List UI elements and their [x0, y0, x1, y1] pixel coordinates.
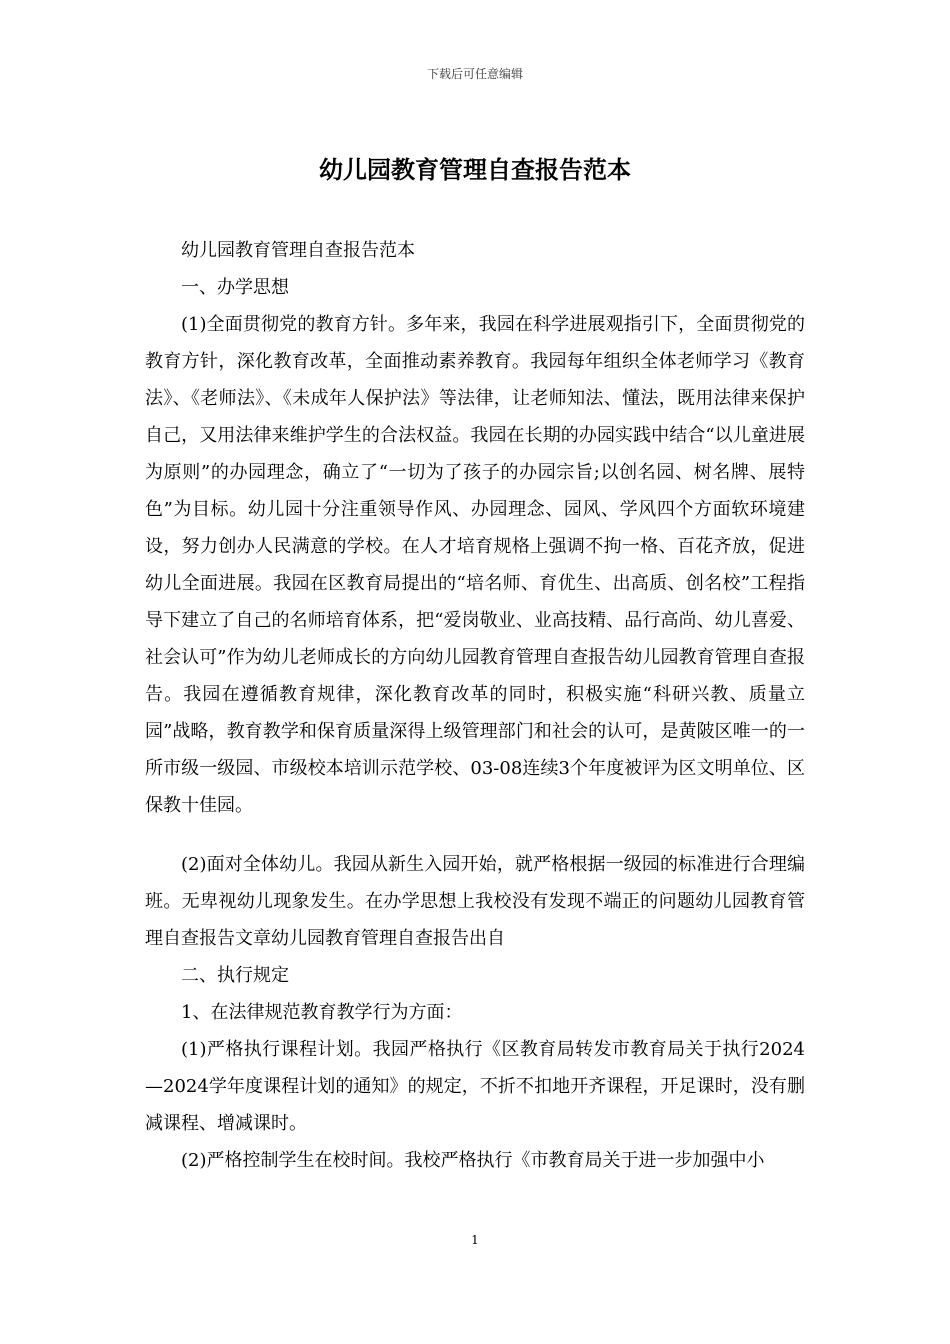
- section-heading-1: 一、办学思想: [181, 277, 289, 298]
- paragraph-2-1-1: (1)严格执行课程计划。我园严格执行《区教育局转发市教育局关于执行2024—2024学年度课程计划的通知》的规定，不折不扣地开齐课程，开足课时，没有删减课程、增减课时。: [145, 1039, 805, 1134]
- section-heading-2: 二、执行规定: [181, 965, 289, 986]
- page-header-note: 下载后可任意编辑: [426, 67, 523, 81]
- paragraph-1-2: (2)面对全体幼儿。我园从新生入园开始，就严格根据一级园的标准进行合理编班。无卑视幼儿现象发生。在办学思想上我校没有发现不端正的问题幼儿园教育管理自查报告文章幼儿园教育管理自查报告出自: [145, 854, 805, 949]
- subsection-heading-2-1: 1、在法律规范教育教学行为方面：: [181, 1002, 463, 1023]
- paragraph-2-1-2: (2)严格控制学生在校时间。我校严格执行《市教育局关于进一步加强中小: [181, 1150, 765, 1171]
- paragraph-1-1: (1)全面贯彻党的教育方针。多年来，我园在科学进展观指引下，全面贯彻党的教育方针，深化教育改革，全面推动素养教育。我园每年组织全体老师学习《教育法》、《老师法》、《未成年人保护法》等法律，让老师知法、懂法，既用法律来保护自己，又用法律来维护学生的合法权益。我园在长期的办园实践中结合“以儿童进展为原则”的办园理念，确立了“一切为了孩子的办园宗旨;以创名园、树名牌、展特色”为目标。幼儿园十分注重领导作风、办园理念、园风、学风四个方面软环境建设，努力创办人民满意的学校。在人才培育规格上强调不拘一格、百花齐放，促进幼儿全面进展。我园在区教育局提出的“培名师、育优生、出高质、创名校”工程指导下建立了自己的名师培育体系，把“爱岗敬业、业高技精、品行高尚、幼儿喜爱、社会认可”作为幼儿老师成长的方向幼儿园教育管理自查报告幼儿园教育管理自查报告。我园在遵循教育规律，深化教育改革的同时，积极实施“科研兴教、质量立园”战略，教育教学和保育质量深得上级管理部门和社会的认可，是黄陂区唯一的一所市级一级园、市级校本培训示范学校、03-08连续3个年度被评为区文明单位、区保教十佳园。: [145, 314, 805, 816]
- paragraph-subtitle: 幼儿园教育管理自查报告范本: [181, 240, 415, 261]
- document-title: 幼儿园教育管理自查报告范本: [319, 155, 631, 184]
- document-body: [145, 232, 805, 1179]
- page-number: 1: [471, 1233, 479, 1247]
